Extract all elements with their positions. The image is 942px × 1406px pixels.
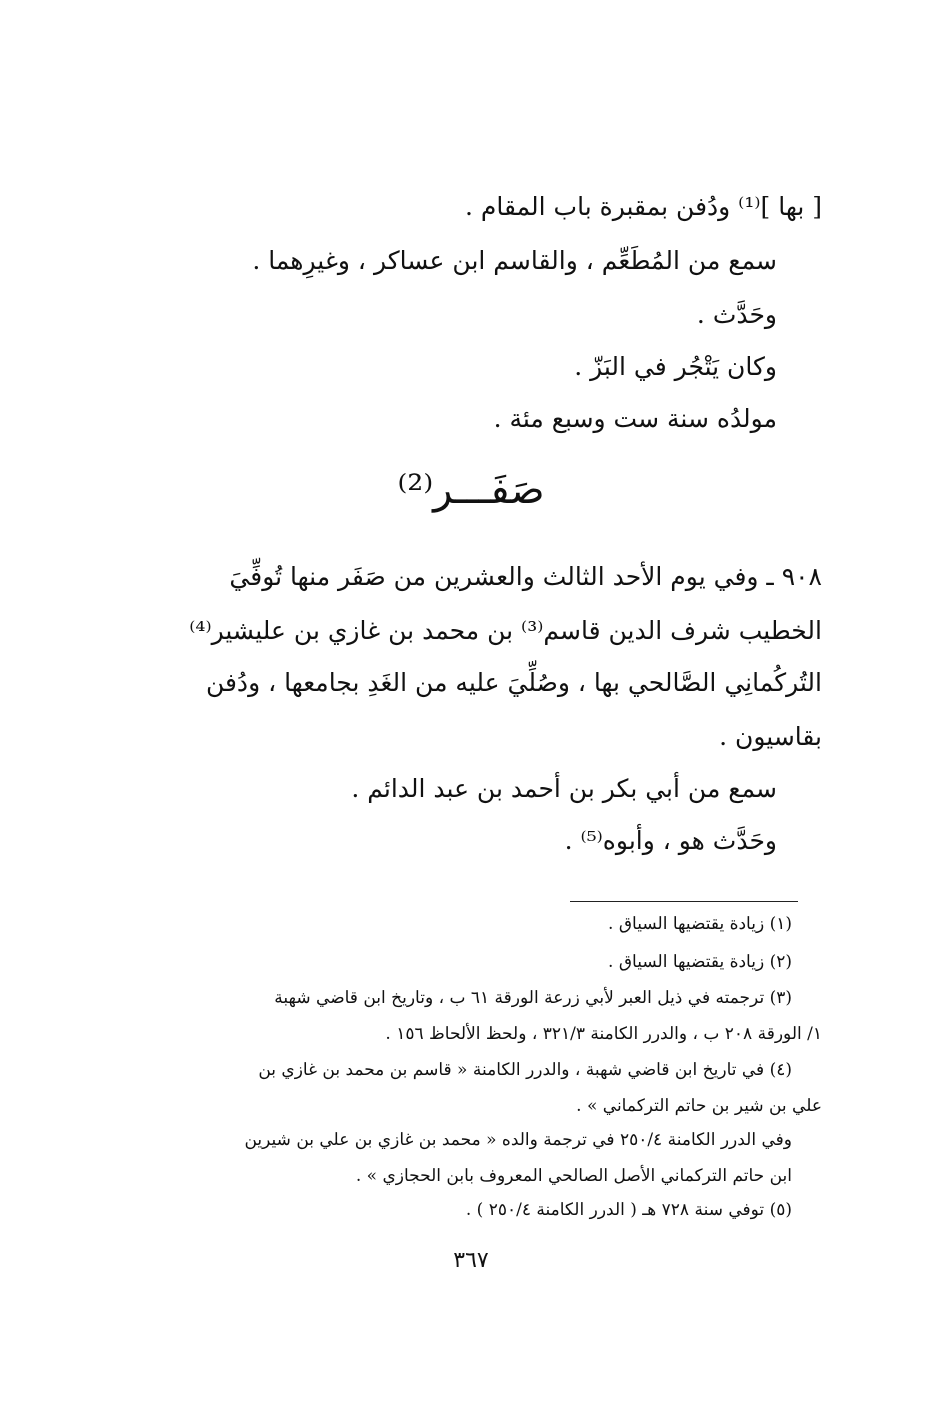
body-line-4: وكان يَتْجُر في البَزّ .: [574, 352, 777, 381]
body-line-2: سمع من المُطَعِّم ، والقاسم ابن عساكر ، وغيرِهما .: [252, 246, 777, 275]
footnote-line-1: (١) زيادة يقتضيها السياق .: [608, 914, 792, 934]
footnote-line-2: (٢) زيادة يقتضيها السياق .: [608, 952, 792, 972]
footnote-line-5: (٤) في تاريخ ابن قاضي شهبة ، والدرر الكامنة « قاسم بن محمد بن غازي بن: [258, 1060, 792, 1080]
body-line-1: [ بها ]⁽¹⁾ ودُفن بمقبرة باب المقام .: [464, 192, 822, 221]
entry-line-3: التُركُمانِي الصَّالحي بها ، وصُلِّيَ عليه من الغَدِ بجامعها ، ودُفن: [205, 668, 822, 697]
footnote-line-8: ابن حاتم التركماني الأصل الصالحي المعروف بابن الحجازي » .: [355, 1166, 792, 1186]
footnote-line-6: علي بن شير بن حاتم التركماني » .: [576, 1096, 822, 1116]
page-number: ٣٦٧: [453, 1248, 489, 1273]
entry-line-5: سمع من أبي بكر بن أحمد بن عبد الدائم .: [351, 774, 777, 803]
body-line-3: وحَدَّث .: [696, 300, 777, 329]
entry-line-4: بقاسيون .: [719, 722, 822, 751]
section-heading: صَفَـــر⁽²⁾: [397, 467, 545, 513]
footnote-line-7: وفي الدرر الكامنة ٢٥٠/٤ في ترجمة والده « محمد بن غازي بن علي بن شيرين: [244, 1130, 792, 1150]
entry-line-1: ٩٠٨ ـ وفي يوم الأحد الثالث والعشرين من صَفَر منها تُوفِّيَ: [229, 562, 822, 591]
footnote-line-3: (٣) ترجمته في ذيل العبر لأبي زرعة الورقة ٦١ ب ، وتاريخ ابن قاضي شهبة: [274, 988, 792, 1008]
footnote-line-9: (٥) توفي سنة ٧٢٨ هـ ( الدرر الكامنة ٢٥٠/٤ ) .: [465, 1200, 792, 1220]
body-line-5: مولدُه سنة ست وسبع مئة .: [493, 404, 777, 433]
footnote-line-4: ١/ الورقة ٢٠٨ ب ، والدرر الكامنة ٣٢١/٣ ، ولحظ الألحاظ ١٥٦ .: [385, 1024, 822, 1044]
entry-line-6: وحَدَّث هو ، وأبوه⁽⁵⁾ .: [564, 826, 777, 855]
entry-line-2: الخطيب شرف الدين قاسم⁽³⁾ بن محمد بن غازي بن عليشير⁽⁴⁾: [189, 616, 822, 645]
footnote-divider: [570, 901, 798, 902]
